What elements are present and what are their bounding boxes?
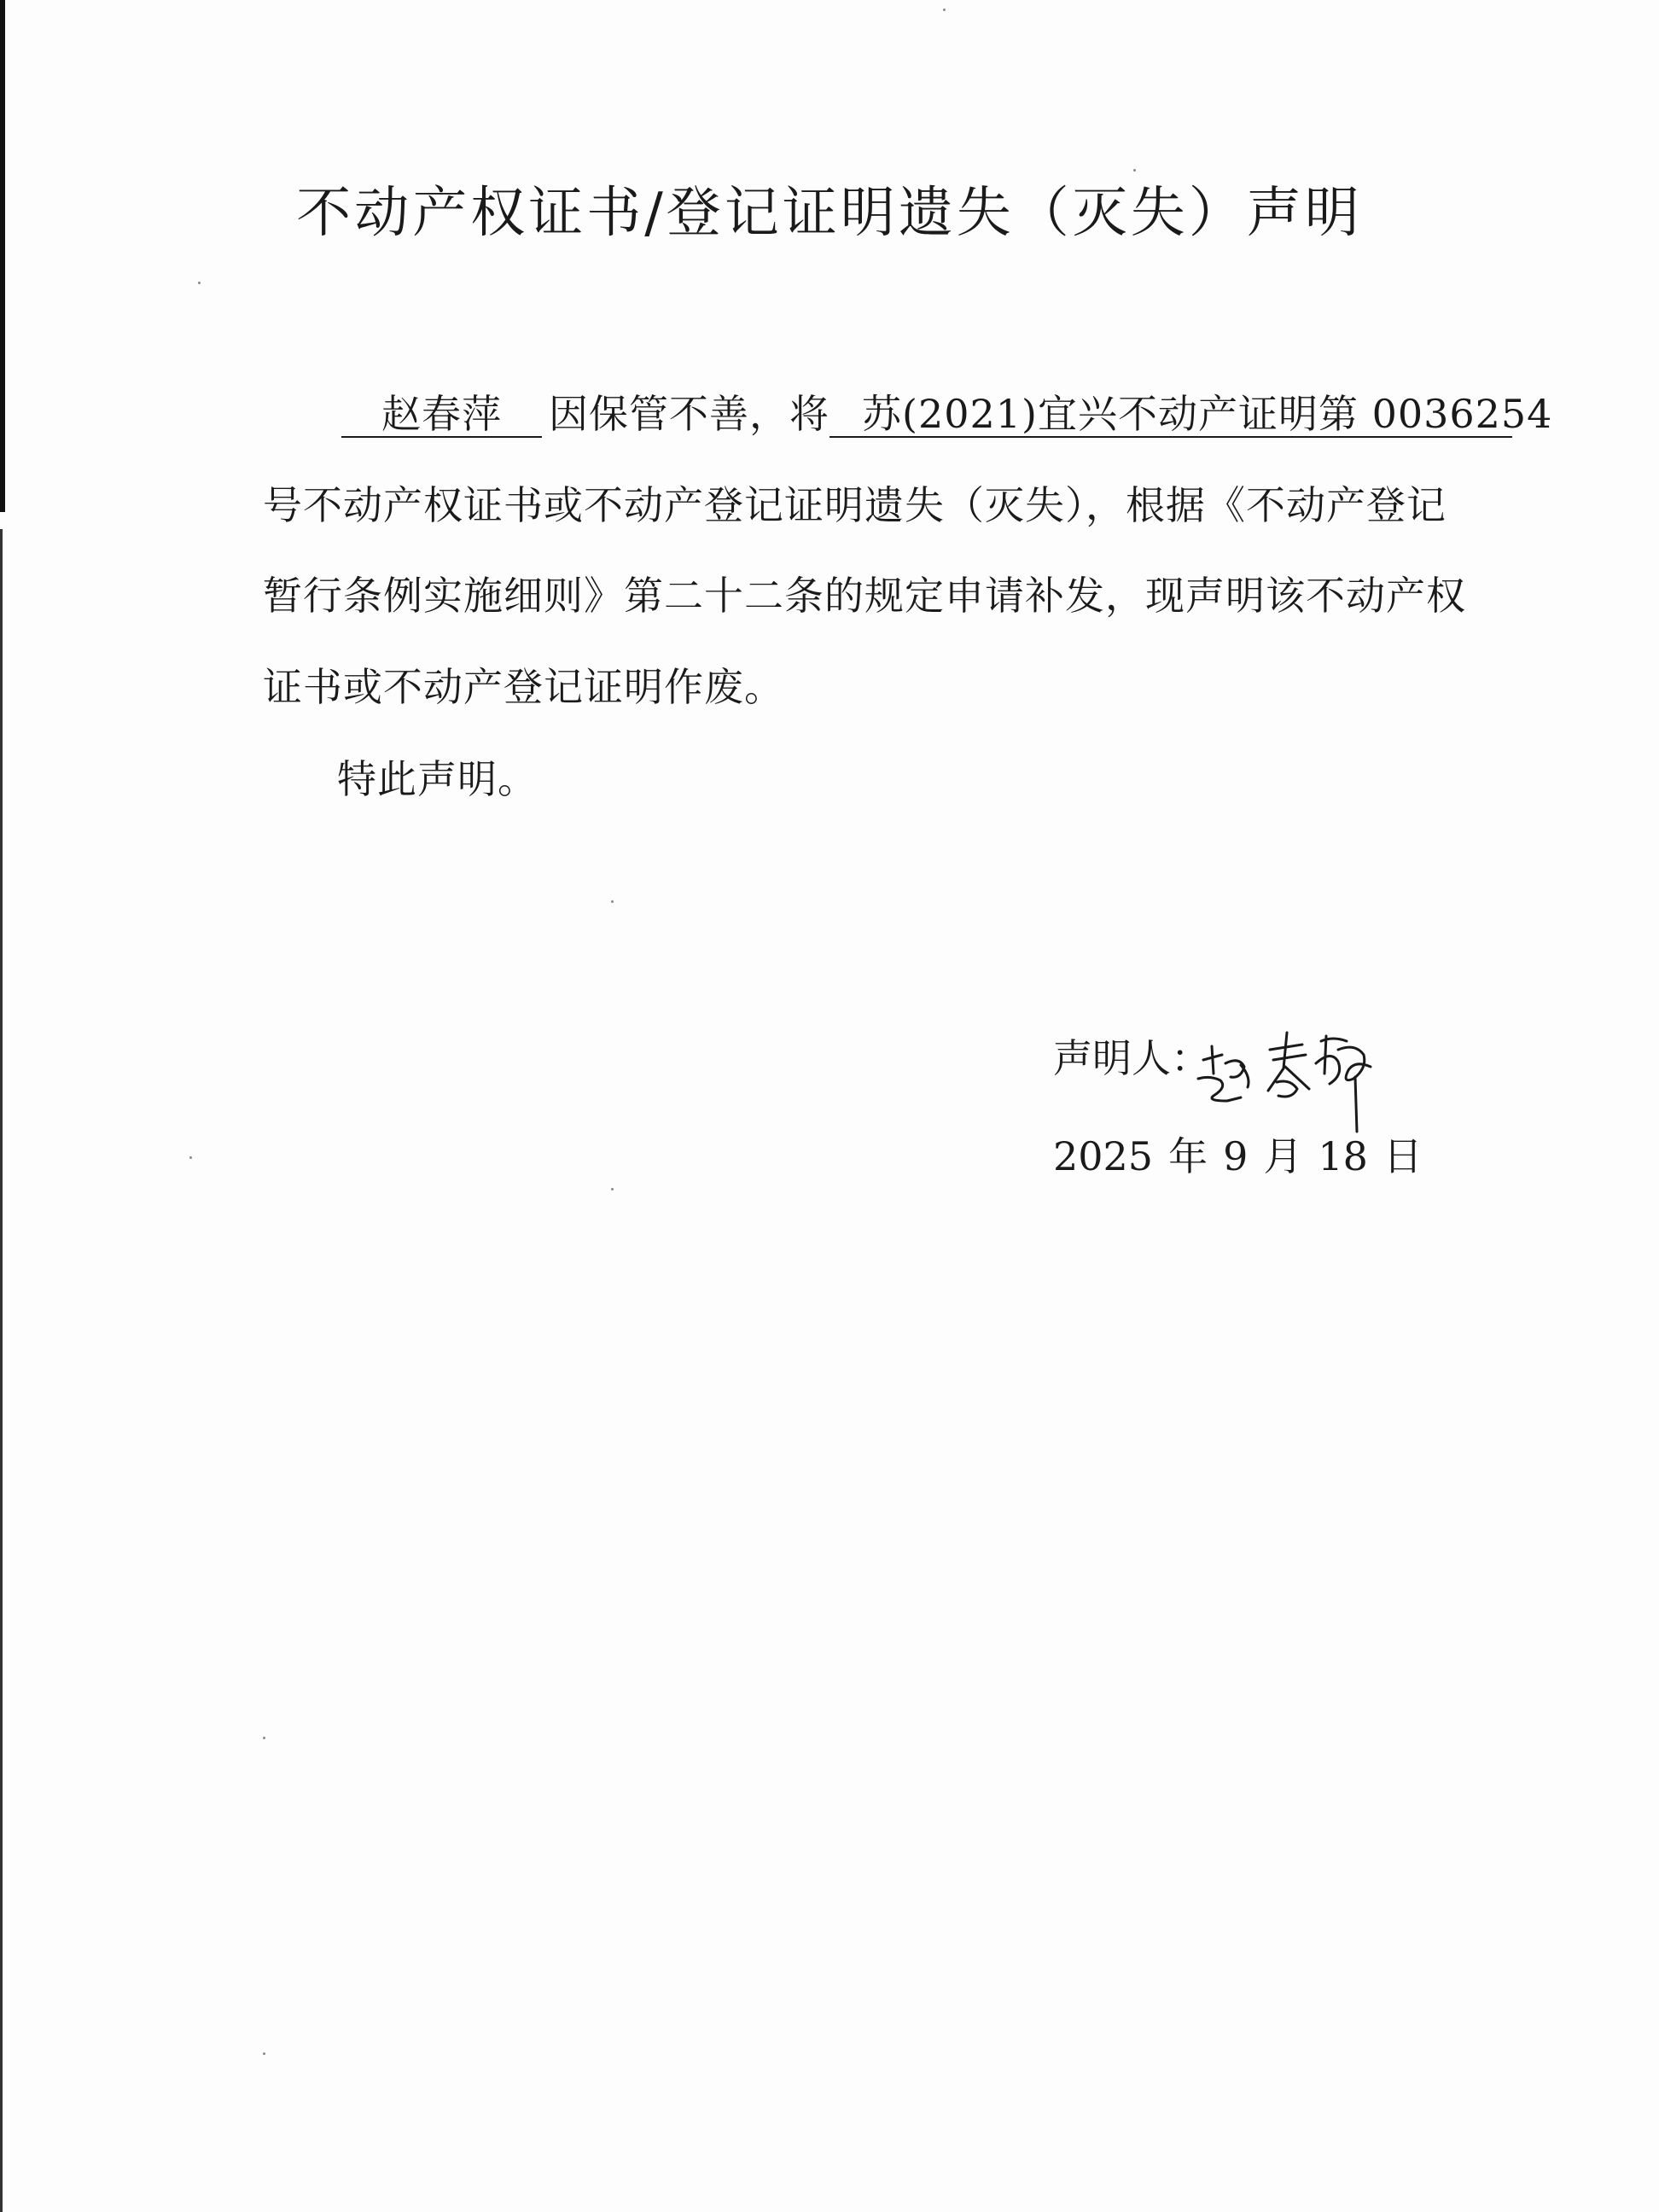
scan-edge-line xyxy=(0,0,5,512)
scan-speck xyxy=(611,900,614,903)
paragraph-line-1 xyxy=(341,388,1553,439)
declaration-date xyxy=(1053,1131,1423,1182)
scan-speck xyxy=(263,2052,265,2055)
scan-edge-line-lower xyxy=(0,529,3,2212)
paragraph-line-2: 号不动产权证书或不动产登记证明遗失（灭失），根据《不动产登记 xyxy=(263,482,1447,528)
date-month: 9 xyxy=(1223,1133,1249,1179)
date-year-unit: 年 xyxy=(1168,1133,1208,1179)
certificate-number: 苏(2021)宜兴不动产证明第 0036254 xyxy=(830,392,1512,438)
scan-speck xyxy=(263,1737,265,1739)
paragraph-line-3: 暂行条例实施细则》第二十二条的规定申请补发，现声明该不动产权 xyxy=(263,573,1466,619)
scan-speck xyxy=(198,282,201,284)
signer-label: 声明人： xyxy=(1053,1035,1210,1081)
date-day-unit: 日 xyxy=(1382,1133,1423,1179)
scan-speck xyxy=(189,1156,192,1159)
document-title: 不动产权证书/登记证明遗失（灭失）声明 xyxy=(296,182,1363,245)
declarant-name: 赵春萍 xyxy=(341,392,542,438)
handwritten-signature xyxy=(1188,1007,1384,1135)
date-day: 18 xyxy=(1318,1133,1368,1179)
scan-speck xyxy=(943,9,946,11)
scan-speck xyxy=(1133,169,1136,172)
closing-statement: 特此声明。 xyxy=(337,756,538,802)
scan-speck xyxy=(611,1188,614,1190)
date-month-unit: 月 xyxy=(1263,1133,1303,1179)
text-after-name: 因保管不善，将 xyxy=(549,391,830,437)
paragraph-line-4: 证书或不动产登记证明作废。 xyxy=(263,664,784,710)
date-year: 2025 xyxy=(1053,1133,1154,1179)
